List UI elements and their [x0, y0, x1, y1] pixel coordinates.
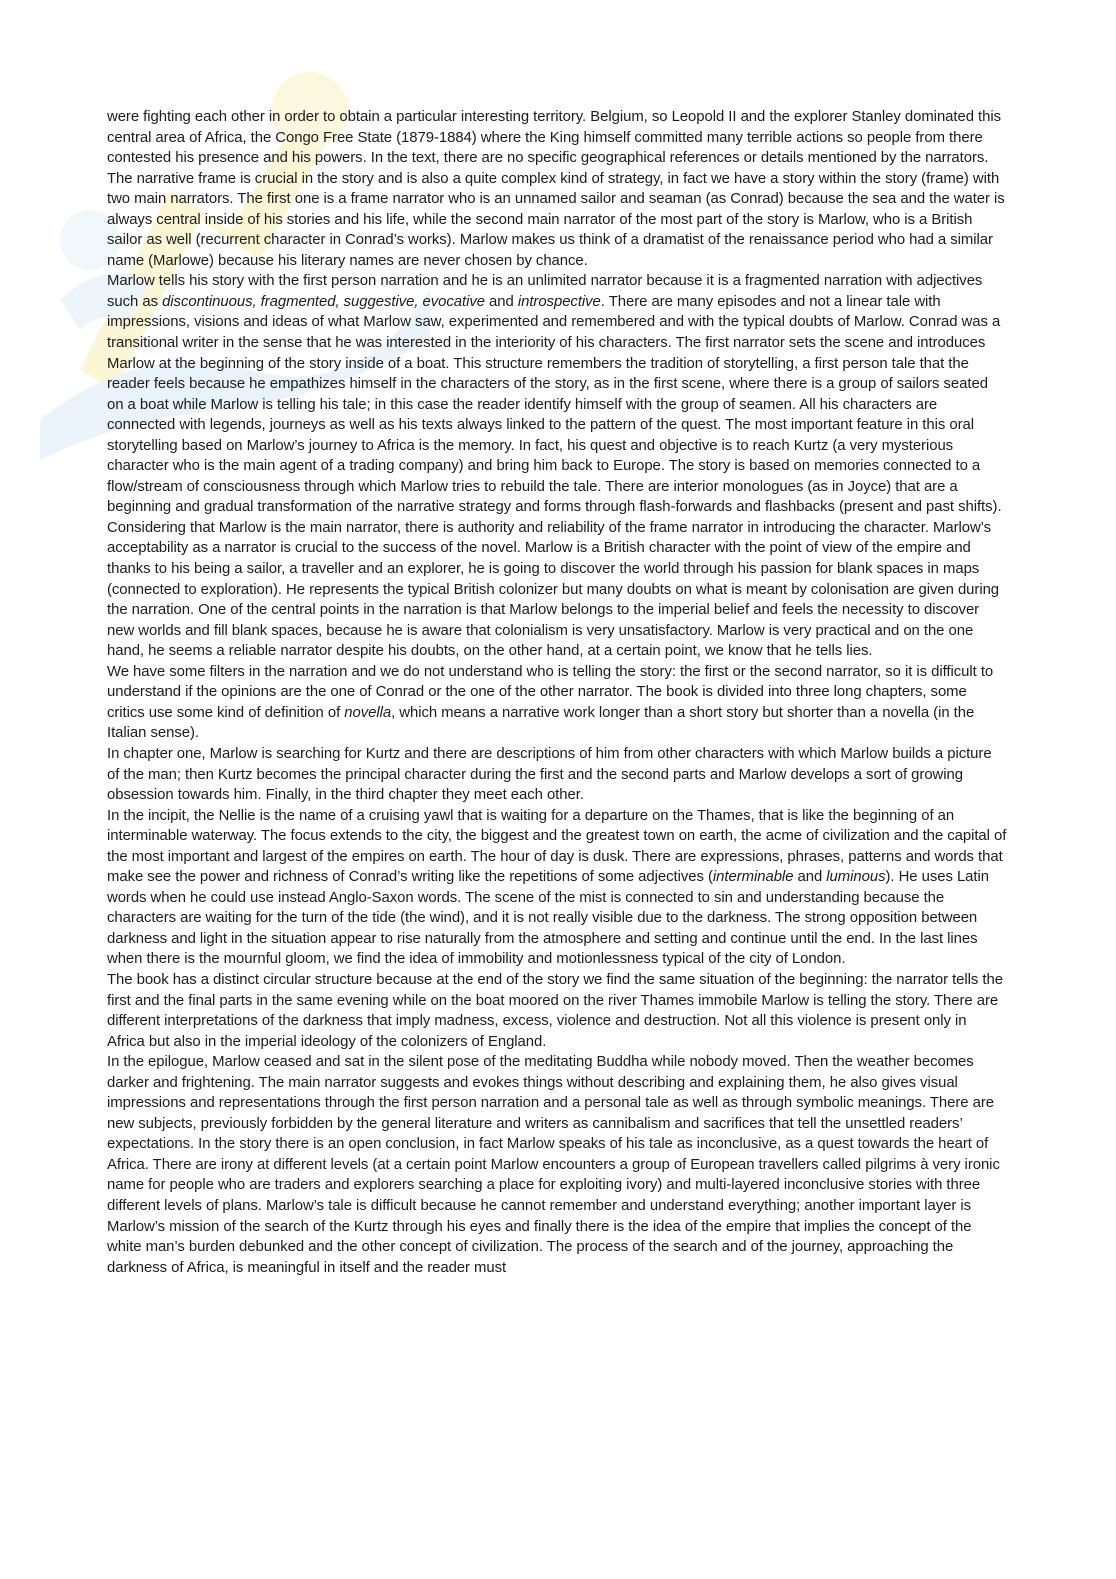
paragraph: [107, 518, 1007, 662]
text-run: Marlow tells his story with the first person narration and he is an unlimited narrator because it is a fragmented narration with adjectives such as: [107, 273, 983, 310]
text-run: , which means a narrative work longer than a short story but shorter than a novella (in the Italian sense).: [107, 704, 975, 742]
text-run: were fighting each other in order to obtain a particular interesting territory. Belgium, so Leopold II and the explorer Stanley dominated this central area of Africa, the Congo Free State (1879-1884) where the King himself committed many terrible actions so people from there contested his presence and his powers. In the text, there are no specific geographical references or details mentioned by the narrators.: [107, 109, 1002, 167]
text-run: . There are many episodes and not a linear tale with impressions, visions and ideas of what Marlow saw, experimented and remembered and with the typical doubts of Marlow. Conrad was a transitional writer in the sense that he was interested in the interiority of his characters. The first narrator sets the scene and introduces Marlow at the beginning of the story inside of a boat. This structure remembers the tradition of storytelling, a first person tale that the reader feels because he empathizes himself in the characters of the story, as in the first scene, where there is a group of sailors seated on a boat while Marlow is telling his tale; in this case the reader identify himself with the group of seamen. All his characters are connected with legends, journeys as well as his texts always linked to the pattern of the quest. The most important feature in this oral storytelling based on Marlow’s journey to Africa is the memory. In fact, his quest and objective is to reach Kurtz (a very mysterious character who is the main agent of a trading company) and bring him back to Europe. The story is based on memories connected to a flow/stream of consciousness through which Marlow tries to rebuild the tale. There are interior monologues (as in Joyce) that are a beginning and gradual transformation of the narrative strategy and forms through flash-forwards and flashbacks (present and past shifts).: [107, 293, 1002, 516]
text-run: and: [793, 869, 827, 886]
document-body: [107, 107, 1007, 1278]
text-run: ). He uses Latin words when he could use instead Anglo-Saxon words. The scene of the mist is connected to sin and understanding because the characters are waiting for the turn of the tide (the wind), and it is not really visible due to the darkness. The strong opposition between darkness and light in the situation appear to rise naturally from the atmosphere and setting and continue until the end. In the last lines when there is the mournful gloom, we find the idea of immobility and motionlessness typical of the city of London.: [107, 869, 989, 968]
text-run: and: [484, 293, 518, 310]
paragraph: [107, 107, 1007, 169]
paragraph: [107, 806, 1007, 970]
paragraph: [107, 271, 1007, 518]
text-run: The narrative frame is crucial in the story and is also a quite complex kind of strategy, in fact we have a story within the story (frame) with two main narrators. The first one is a frame narrator who is an unnamed sailor and seaman (as Conrad) because the sea and the water is always central inside of his stories and his life, while the second main narrator of the most part of the story is Marlow, who is a British sailor as well (recurrent character in Conrad’s works). Marlow makes us think of a dramatist of the renaissance period who had a similar name (Marlowe) because his literary names are never chosen by chance.: [107, 170, 1005, 269]
paragraph: [107, 169, 1007, 272]
paragraph: [107, 744, 1007, 806]
text-run: The book has a distinct circular structure because at the end of the story we find the same situation of the beginning: the narrator tells the first and the final parts in the same evening while on the boat moored on the river Thames immobile Marlow is telling the story. There are different interpretations of the darkness that imply madness, excess, violence and destruction. Not all this violence is present only in Africa but also in the imperial ideology of the colonizers of England.: [107, 971, 1003, 1050]
text-run: In the epilogue, Marlow ceased and sat in the silent pose of the meditating Buddha while nobody moved. Then the weather becomes darker and frightening. The main narrator suggests and evokes things without describing and explaining them, he also gives visual impressions and representations through the first person narration and a personal tale as well as through symbolic meanings. There are new subjects, previously forbidden by the general literature and writers as cannibalism and sacrifices that tell the unsettled readers’ expectations. In the story there is an open conclusion, in fact Marlow speaks of his tale as inconclusive, as a quest towards the heart of Africa. There are irony at different levels (at a certain point Marlow encounters a group of European travellers called pilgrims à very ironic name for people who are traders and explorers searching a place for exploiting ivory) and multi-layered inconclusive stories with three different levels of plans. Marlow’s tale is difficult because he cannot remember and understand everything; another important layer is Marlow’s mission of the search of the Kurtz through his eyes and finally there is the idea of the empire that implies the concept of the white man’s burden debunked and the other concept of civilization. The process of the search and of the journey, approaching the darkness of Africa, is meaningful in itself and the reader must: [107, 1054, 1000, 1276]
italic-text: novella: [344, 704, 392, 721]
text-run: We have some filters in the narration and we do not understand who is telling the story: the first or the second narrator, so it is difficult to understand if the opinions are the one of Conrad or the one of the other narrator. The book is divided into three long chapters, some critics use some kind of definition of: [107, 663, 994, 721]
paragraph: [107, 970, 1007, 1052]
italic-text: introspective: [517, 293, 601, 310]
text-run: Considering that Marlow is the main narrator, there is authority and reliability of the frame narrator in introducing the character. Marlow’s acceptability as a narrator is crucial to the success of the novel. Marlow is a British character with the point of view of the empire and thanks to his being a sailor, a traveller and an explorer, he is going to discover the world through his passion for blank spaces in maps (connected to exploration). He represents the typical British colonizer but many doubts on what is meant by colonisation are given during the narration. One of the central points in the narration is that Marlow belongs to the imperial belief and feels the necessity to discover new worlds and fill blank spaces, because he is aware that colonialism is very unsatisfactory. Marlow is very practical and on the one hand, he seems a reliable narrator despite his doubts, on the other hand, at a certain point, we know that he tells lies.: [107, 519, 1000, 660]
paragraph: [107, 1052, 1007, 1278]
text-run: In chapter one, Marlow is searching for Kurtz and there are descriptions of him from other characters with which Marlow builds a picture of the man; then Kurtz becomes the principal character during the first and the second parts and Marlow develops a sort of growing obsession towards him. Finally, in the third chapter they meet each other.: [107, 745, 992, 804]
text-run: In the incipit, the Nellie is the name of a cruising yawl that is waiting for a departure on the Thames, that is like the beginning of an interminable waterway. The focus extends to the city, the biggest and the greatest town on earth, the acme of civilization and the capital of the most important and largest of the empires on earth. The hour of day is dusk. There are expressions, phrases, patterns and words that make see the power and richness of Conrad’s writing like the repetitions of some adjectives (: [107, 807, 1007, 886]
italic-text: luminous: [826, 869, 886, 886]
italic-text: interminable: [712, 869, 794, 886]
paragraph: [107, 662, 1007, 744]
italic-text: discontinuous, fragmented, suggestive, evocative: [162, 293, 485, 310]
